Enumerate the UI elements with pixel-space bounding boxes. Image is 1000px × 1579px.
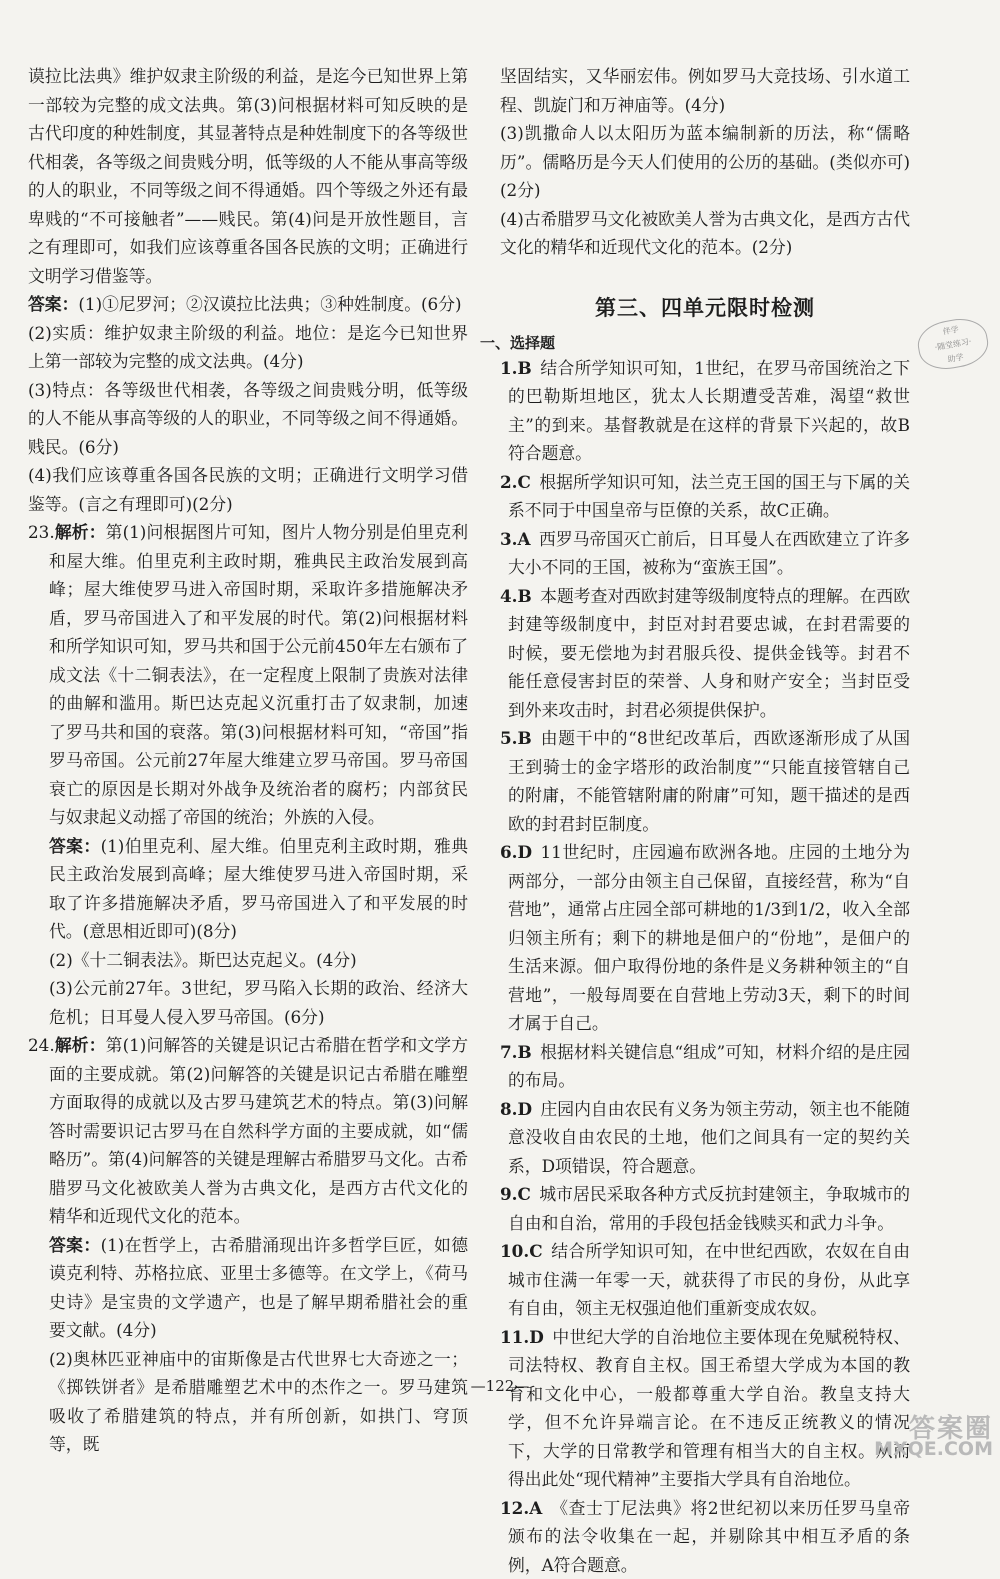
- q22-answer-4: (4)我们应该尊重各国各民族的文明；正确进行文明学习借鉴等。(言之有理即可)(2分): [28, 461, 468, 518]
- item-number: 1.B: [500, 358, 532, 378]
- q24-answer-1: 答案：(1)在哲学上，古希腊涌现出许多哲学巨匠，如德谟克利特、苏格拉底、亚里士多德等。在文学上，《荷马史诗》是宝贵的文学遗产，也是了解早期希腊社会的重要文献。(4分): [28, 1231, 468, 1345]
- choice-answer-item: [500, 525, 910, 582]
- item-explanation: 结合所学知识可知，1世纪，在罗马帝国统治之下的巴勒斯坦地区，犹太人长期遭受苦难，渴望“救世主”的到来。基督教就是在这样的背景下兴起的，故B符合题意。: [508, 358, 910, 464]
- watermark-logo: 答案圈: [909, 1408, 993, 1445]
- q24-analysis: 24.解析：第(1)问解答的关键是识记古希腊在哲学和文学方面的主要成就。第(2)问解答的关键是识记古希腊在雕塑方面取得的成就以及古罗马建筑艺术的特点。第(3)问解答时需要识记古罗马在自然科学方面的主要成就，如“儒略历”。第(4)问解答的关键是理解古希腊罗马文化。古希腊罗马文化被欧美人誉为古典文化，是西方古代文化的精华和近现代文化的范本。: [28, 1031, 468, 1231]
- item-number: 7.B: [500, 1042, 532, 1062]
- item-explanation: 根据所学知识可知，法兰克王国的国王与下属的关系不同于中国皇帝与臣僚的关系，故C正确。: [508, 472, 910, 521]
- choice-answer-item: [500, 1095, 910, 1181]
- answer-label: 答案：: [49, 1235, 101, 1255]
- choice-answer-item: [500, 1180, 910, 1237]
- site-watermark: [808, 1408, 993, 1460]
- q23-answer-1: 答案：(1)伯里克利、屋大维。伯里克利主政时期，雅典民主政治发展到高峰；屋大维使罗马进入帝国时期，采取了许多措施解决矛盾，罗马帝国进入了和平发展的时代。(意思相近即可)(8分): [28, 832, 468, 946]
- q22-answer-1: 答案：(1)①尼罗河；②汉谟拉比法典；③种姓制度。(6分): [28, 290, 468, 319]
- item-number: 5.B: [500, 728, 532, 748]
- item-explanation: 由题干中的“8世纪改革后，西欧逐渐形成了从国王到骑士的金字塔形的政治制度”“只能直接管辖自己的附庸，不能管辖附庸的附庸”可知，题干描述的是西欧的封君封臣制度。: [508, 728, 910, 834]
- choice-answer-item: [500, 838, 910, 1038]
- item-explanation: 结合所学知识可知，在中世纪西欧，农奴在自由城市住满一年零一天，就获得了市民的身份，从此享有自由，领主无权强迫他们重新变成农奴。: [508, 1241, 910, 1318]
- item-number: 12.A: [500, 1498, 542, 1518]
- q24-answer-2: (2)奥林匹亚神庙中的宙斯像是古代世界七大奇迹之一；《掷铁饼者》是希腊雕塑艺术中的杰作之一。罗马建筑吸收了希腊建筑的特点，并有所创新，如拱门、穹顶等，既: [28, 1345, 468, 1459]
- analysis-label: 解析：: [55, 522, 106, 542]
- item-number: 2.C: [500, 472, 531, 492]
- left-column: [28, 62, 468, 1459]
- item-explanation: 中世纪大学的自治地位主要体现在免赋税特权、司法特权、教育自主权。国王希望大学成为本国的教育和文化中心，一般都尊重大学自治。教皇支持大学，但不允许异端言论。在不违反正统教义的情况下，大学的日常教学和管理有相当大的自主权。从而得出此处“现代精神”主要指大学具有自治地位。: [508, 1327, 910, 1490]
- choice-answer-item: [500, 582, 910, 725]
- choice-answer-list: [500, 354, 910, 1579]
- item-number: 11.D: [500, 1327, 544, 1347]
- q24-answer-3: (3)凯撒命人以太阳历为蓝本编制新的历法，称“儒略历”。儒略历是今天人们使用的公历的基础。(类似亦可)(2分): [500, 119, 910, 205]
- item-number: 3.A: [500, 529, 531, 549]
- item-explanation: 西罗马帝国灭亡前后，日耳曼人在西欧建立了许多大小不同的王国，被称为“蛮族王国”。: [508, 529, 910, 578]
- item-explanation: 城市居民采取各种方式反抗封建领主，争取城市的自由和自治，常用的手段包括金钱赎买和武力斗争。: [508, 1184, 910, 1233]
- stamp-line: ·随堂练习·: [918, 332, 987, 358]
- item-explanation: 根据材料关键信息“组成”可知，材料介绍的是庄园的布局。: [508, 1042, 910, 1091]
- stamp-line: 助学: [921, 346, 990, 372]
- q23-analysis: 23.解析：第(1)问根据图片可知，图片人物分别是伯里克利和屋大维。伯里克利主政时期，雅典民主政治发展到高峰；屋大维使罗马进入帝国时期，采取许多措施解决矛盾，罗马帝国进入了和平发展的时代。第(2)问根据材料和所学知识可知，罗马共和国于公元前450年左右颁布了成文法《十二铜表法》，在一定程度上限制了贵族对法律的曲解和滥用。斯巴达克起义沉重打击了奴隶制，加速了罗马共和国的衰落。第(3)问根据材料可知，“帝国”指罗马帝国。公元前27年屋大维建立罗马帝国。罗马帝国衰亡的原因是长期对外战争及统治者的腐朽；内部贫民与奴隶起义动摇了帝国的统治；外族的入侵。: [28, 518, 468, 832]
- choice-answer-item: [500, 1494, 910, 1579]
- question-number: 23.: [28, 522, 55, 542]
- choice-answer-item: [500, 354, 910, 468]
- right-column: [500, 62, 910, 1579]
- choice-answer-item: [500, 724, 910, 838]
- answer-label: 答案：: [28, 294, 78, 314]
- item-number: 4.B: [500, 586, 532, 606]
- item-number: 10.C: [500, 1241, 543, 1261]
- question-number: 24.: [28, 1035, 55, 1055]
- q24-answer-4: (4)古希腊罗马文化被欧美人誉为古典文化，是西方古代文化的精华和近现代文化的范本。(2分): [500, 205, 910, 262]
- unit-title: 第三、四单元限时检测: [500, 292, 910, 322]
- section-title: 一、选择题: [480, 332, 910, 353]
- analysis-label: 解析：: [55, 1035, 106, 1055]
- stamp-seal: [914, 314, 991, 373]
- item-explanation: 庄园内自由农民有义务为领主劳动，领主也不能随意没收自由农民的土地，他们之间具有一定的契约关系，D项错误，符合题意。: [508, 1099, 910, 1176]
- page-number: —122—: [0, 1377, 1000, 1395]
- q23-answer-3: (3)公元前27年。3世纪，罗马陷入长期的政治、经济大危机；日耳曼人侵入罗马帝国。(6分): [28, 974, 468, 1031]
- item-number: 6.D: [500, 842, 532, 862]
- item-explanation: 本题考查对西欧封建等级制度特点的理解。在西欧封建等级制度中，封臣对封君要忠诚，在封君需要的时候，要无偿地为封君服兵役、提供金钱等。封君不能任意侵害封臣的荣誉、人身和财产安全；当封臣受到外来攻击时，封君必须提供保护。: [508, 586, 910, 720]
- q23-answer-2: (2)《十二铜表法》。斯巴达克起义。(4分): [28, 946, 468, 975]
- choice-answer-item: [500, 1038, 910, 1095]
- stamp-line: 伴学: [916, 318, 985, 344]
- watermark-url: MXQE.COM: [874, 1438, 993, 1460]
- continued-analysis: 谟拉比法典》维护奴隶主阶级的利益，是迄今已知世界上第一部较为完整的成文法典。第(3)问根据材料可知反映的是古代印度的种姓制度，其显著特点是种姓制度下的各等级世代相袭，各等级之间贵贱分明，低等级的人不能从事高等级的人的职业，不同等级之间不得通婚。四个等级之外还有最卑贱的“不可接触者”——贱民。第(4)问是开放性题目，言之有理即可，如我们应该尊重各国各民族的文明；正确进行文明学习借鉴等。: [28, 62, 468, 290]
- item-number: 9.C: [500, 1184, 531, 1204]
- item-number: 8.D: [500, 1099, 532, 1119]
- q22-answer-2: (2)实质：维护奴隶主阶级的利益。地位：是迄今已知世界上第一部较为完整的成文法典。(4分): [28, 319, 468, 376]
- q22-answer-3: (3)特点：各等级世代相袭，各等级之间贵贱分明，低等级的人不能从事高等级的人的职业，不同等级之间不得通婚。贱民。(6分): [28, 376, 468, 462]
- item-explanation: 11世纪时，庄园遍布欧洲各地。庄园的土地分为两部分，一部分由领主自己保留，直接经营，称为“自营地”，通常占庄园全部可耕地的1/3到1/2，收入全部归领主所有；剩下的耕地是佃户的“份地”，是佃户的生活来源。佃户取得份地的条件是义务耕种领主的“自营地”，一般每周要在自营地上劳动3天，剩下的时间才属于自己。: [508, 842, 910, 1033]
- choice-answer-item: [500, 468, 910, 525]
- item-explanation: 《查士丁尼法典》将2世纪初以来历任罗马皇帝颁布的法令收集在一起，并剔除其中相互矛盾的条例，A符合题意。: [508, 1498, 910, 1575]
- q24-answer-2-continued: 坚固结实，又华丽宏伟。例如罗马大竞技场、引水道工程、凯旋门和万神庙等。(4分): [500, 62, 910, 119]
- choice-answer-item: [500, 1237, 910, 1323]
- answer-label: 答案：: [49, 836, 101, 856]
